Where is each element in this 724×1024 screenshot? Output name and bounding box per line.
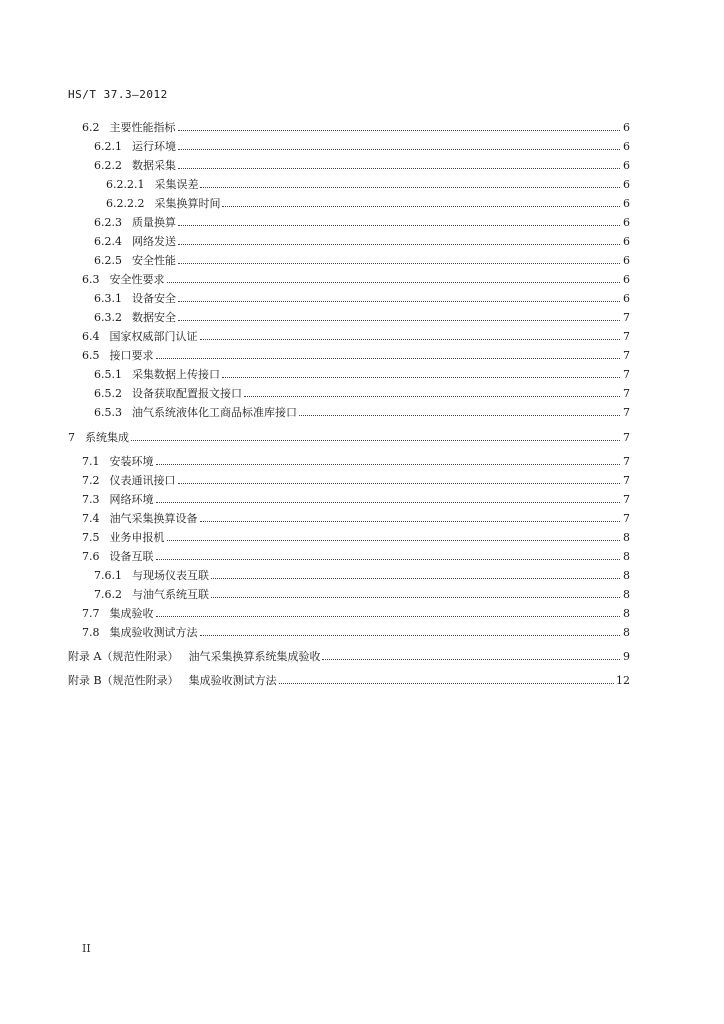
toc-entry[interactable] xyxy=(82,116,630,134)
toc-entry-title: 安全性要求 xyxy=(109,273,165,286)
toc-entry-page: 7 xyxy=(623,349,630,362)
toc-leader-dots xyxy=(167,282,621,283)
toc-entry-title: 主要性能指标 xyxy=(109,121,176,134)
toc-entry-page: 6 xyxy=(623,273,630,286)
toc-leader-dots xyxy=(200,339,621,340)
toc-entry[interactable] xyxy=(94,249,630,267)
toc-entry[interactable] xyxy=(94,230,630,248)
toc-entry-title: 接口要求 xyxy=(109,349,154,362)
toc-entry-title: 数据采集 xyxy=(132,159,176,172)
toc-entry-title: 与现场仪表互联 xyxy=(132,569,209,582)
toc-entry-page: 8 xyxy=(623,626,630,639)
toc-entry-number: 6.5.1 xyxy=(94,368,122,381)
toc-entry-title: 设备获取配置报文接口 xyxy=(132,387,242,400)
toc-entry-page: 8 xyxy=(623,607,630,620)
toc-entry-title: 采集误差 xyxy=(154,178,199,191)
toc-entry-page: 9 xyxy=(623,650,630,663)
toc-entry-number: 7.8 xyxy=(82,626,100,639)
toc-entry-title: 系统集成 xyxy=(85,431,129,444)
toc-leader-dots xyxy=(178,168,620,169)
toc-entry-number: 附录 B（规范性附录） xyxy=(68,674,179,687)
toc-entry[interactable] xyxy=(68,645,630,663)
toc-entry[interactable] xyxy=(82,450,630,468)
toc-entry[interactable] xyxy=(82,602,630,620)
toc-entry-page: 7 xyxy=(623,406,630,419)
toc-leader-dots xyxy=(156,502,621,503)
toc-entry-title: 业务申报机 xyxy=(109,531,165,544)
toc-entry-number: 6.5.3 xyxy=(94,406,122,419)
toc-entry-page: 7 xyxy=(623,431,630,444)
toc-leader-dots xyxy=(178,320,620,321)
toc-leader-dots xyxy=(167,540,621,541)
toc-entry-title: 运行环境 xyxy=(132,140,176,153)
toc-entry-title: 设备互联 xyxy=(109,550,154,563)
toc-entry-page: 12 xyxy=(616,674,630,687)
toc-entry[interactable] xyxy=(94,401,630,419)
toc-leader-dots xyxy=(178,301,620,302)
toc-entry-number: 6.2.2 xyxy=(94,159,122,172)
toc-entry-number: 6.3.1 xyxy=(94,292,122,305)
toc-leader-dots xyxy=(222,206,620,207)
toc-leader-dots xyxy=(156,616,621,617)
toc-entry-title: 质量换算 xyxy=(132,216,176,229)
toc-entry-title: 集成验收测试方法 xyxy=(188,674,277,687)
toc-entry-page: 8 xyxy=(623,550,630,563)
toc-entry-number: 6.3.2 xyxy=(94,311,122,324)
toc-entry-page: 6 xyxy=(623,159,630,172)
toc-entry[interactable] xyxy=(68,426,630,444)
toc-leader-dots xyxy=(178,130,621,131)
toc-entry[interactable] xyxy=(82,545,630,563)
toc-entry-page: 7 xyxy=(623,330,630,343)
toc-entry-page: 7 xyxy=(623,455,630,468)
toc-leader-dots xyxy=(200,187,620,188)
toc-entry-page: 7 xyxy=(623,387,630,400)
toc-entry-number: 6.4 xyxy=(82,330,100,343)
toc-entry-page: 6 xyxy=(623,197,630,210)
toc-entry[interactable] xyxy=(94,287,630,305)
toc-entry-number: 7.1 xyxy=(82,455,100,468)
toc-entry-number: 6.2.5 xyxy=(94,254,122,267)
toc-entry-page: 7 xyxy=(623,368,630,381)
toc-entry-page: 7 xyxy=(623,311,630,324)
toc-entry[interactable] xyxy=(82,268,630,286)
toc-entry-page: 8 xyxy=(623,588,630,601)
toc-entry-title: 与油气系统互联 xyxy=(132,588,209,601)
toc-entry[interactable] xyxy=(106,192,630,210)
toc-entry-number: 6.2.2.2 xyxy=(106,197,145,210)
toc-entry-number: 7.5 xyxy=(82,531,100,544)
toc-entry-title: 油气系统液体化工商品标准库接口 xyxy=(132,406,297,419)
toc-entry-page: 7 xyxy=(623,493,630,506)
toc-leader-dots xyxy=(299,415,620,416)
toc-entry[interactable] xyxy=(82,526,630,544)
toc-leader-dots xyxy=(200,521,621,522)
toc-entry-page: 6 xyxy=(623,235,630,248)
toc-entry[interactable] xyxy=(82,325,630,343)
toc-entry-title: 国家权威部门认证 xyxy=(109,330,198,343)
toc-entry-title: 仪表通讯接口 xyxy=(109,474,176,487)
toc-entry-page: 8 xyxy=(623,569,630,582)
toc-entry[interactable] xyxy=(106,173,630,191)
toc-entry-number: 6.2.4 xyxy=(94,235,122,248)
toc-entry-number: 6.3 xyxy=(82,273,100,286)
toc-entry[interactable] xyxy=(82,507,630,525)
toc-leader-dots xyxy=(178,483,621,484)
toc-entry-title: 集成验收 xyxy=(109,607,154,620)
toc-leader-dots xyxy=(211,597,620,598)
toc-leader-dots xyxy=(322,659,620,660)
toc-entry-number: 7 xyxy=(68,431,75,444)
toc-entry-title: 采集数据上传接口 xyxy=(132,368,220,381)
toc-leader-dots xyxy=(156,358,621,359)
toc-entry[interactable] xyxy=(94,564,630,582)
toc-entry-number: 7.7 xyxy=(82,607,100,620)
toc-leader-dots xyxy=(200,635,621,636)
toc-entry-title: 油气采集换算设备 xyxy=(109,512,198,525)
toc-leader-dots xyxy=(178,225,620,226)
toc-entry-page: 6 xyxy=(623,216,630,229)
toc-entry-title: 网络发送 xyxy=(132,235,176,248)
toc-entry[interactable] xyxy=(68,669,630,687)
toc-entry-page: 6 xyxy=(623,254,630,267)
toc-entry-title: 网络环境 xyxy=(109,493,154,506)
toc-entry[interactable] xyxy=(82,621,630,639)
toc-entry-page: 7 xyxy=(623,512,630,525)
toc-leader-dots xyxy=(244,396,620,397)
toc-entry[interactable] xyxy=(82,469,630,487)
toc-entry[interactable] xyxy=(82,488,630,506)
toc-entry-number: 7.6.1 xyxy=(94,569,122,582)
toc-entry-number: 6.5.2 xyxy=(94,387,122,400)
toc-entry-title: 安装环境 xyxy=(109,455,154,468)
toc-entry-title: 安全性能 xyxy=(132,254,176,267)
toc-entry[interactable] xyxy=(94,363,630,381)
toc-leader-dots xyxy=(178,149,620,150)
toc-entry[interactable] xyxy=(94,382,630,400)
toc-entry-title: 采集换算时间 xyxy=(154,197,221,210)
toc-entry-title: 设备安全 xyxy=(132,292,176,305)
toc-entry-number: 6.2.2.1 xyxy=(106,178,145,191)
toc-leader-dots xyxy=(211,578,620,579)
toc-entry[interactable] xyxy=(94,211,630,229)
toc-entry-number: 7.3 xyxy=(82,493,100,506)
toc-entry-page: 6 xyxy=(623,121,630,134)
toc-entry-number: 6.2 xyxy=(82,121,100,134)
toc-entry-number: 附录 A（规范性附录） xyxy=(68,650,179,663)
toc-entry-page: 6 xyxy=(623,292,630,305)
toc-entry-page: 6 xyxy=(623,178,630,191)
page-number-footer: II xyxy=(82,942,91,955)
toc-entry-number: 6.2.1 xyxy=(94,140,122,153)
toc-leader-dots xyxy=(156,464,621,465)
toc-entry-page: 7 xyxy=(623,474,630,487)
toc-leader-dots xyxy=(178,263,620,264)
toc-entry-number: 6.5 xyxy=(82,349,100,362)
toc-leader-dots xyxy=(222,377,620,378)
toc-entry-number: 7.2 xyxy=(82,474,100,487)
toc-leader-dots xyxy=(178,244,620,245)
toc-entry[interactable] xyxy=(94,583,630,601)
toc-leader-dots xyxy=(131,440,620,441)
toc-entry-page: 8 xyxy=(623,531,630,544)
toc-entry[interactable] xyxy=(82,344,630,362)
toc-entry[interactable] xyxy=(94,154,630,172)
standard-code-header: HS/T 37.3—2012 xyxy=(68,88,168,101)
toc-entry-number: 6.2.3 xyxy=(94,216,122,229)
toc-entry-number: 7.4 xyxy=(82,512,100,525)
toc-leader-dots xyxy=(279,683,614,684)
toc-entry-number: 7.6 xyxy=(82,550,100,563)
toc-entry-title: 油气采集换算系统集成验收 xyxy=(188,650,321,663)
toc-entry-title: 数据安全 xyxy=(132,311,176,324)
toc-entry-title: 集成验收测试方法 xyxy=(109,626,198,639)
toc-entry[interactable] xyxy=(94,135,630,153)
toc-leader-dots xyxy=(156,559,621,560)
toc-entry[interactable] xyxy=(94,306,630,324)
toc-entry-page: 6 xyxy=(623,140,630,153)
toc-entry-number: 7.6.2 xyxy=(94,588,122,601)
